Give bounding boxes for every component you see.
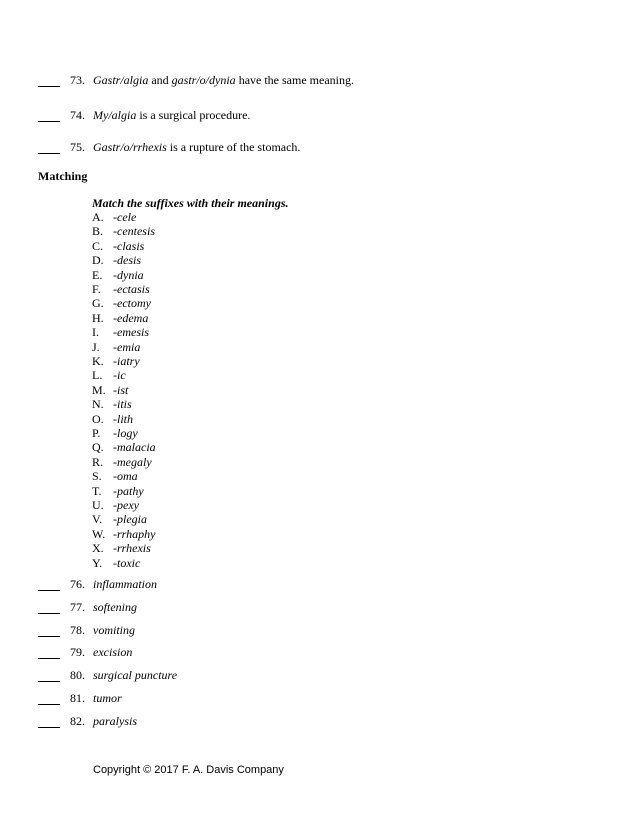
answer-blank[interactable] (38, 590, 60, 591)
suffix-text: -malacia (113, 440, 156, 455)
item-text (93, 140, 300, 155)
suffix-letter: E. (92, 267, 103, 282)
answer-blank[interactable] (38, 121, 60, 122)
suffix-letter: L. (92, 368, 103, 383)
suffix-letter: V. (92, 512, 103, 527)
suffix-letter: F. (92, 282, 101, 296)
suffix-text: -oma (113, 469, 138, 484)
suffix-text: -ectomy (113, 296, 151, 311)
suffix-text: -ic (113, 368, 126, 383)
suffix-text: -toxic (113, 555, 141, 570)
suffix-text: -iatry (113, 354, 140, 368)
suffix-text: -edema (113, 310, 149, 325)
term: gastr/o/dynia (171, 73, 236, 87)
item-number: 75. (70, 140, 85, 154)
suffix-letter: M. (92, 382, 106, 397)
suffix-text: -centesis (113, 224, 155, 239)
suffix-letter: C. (92, 238, 104, 253)
suffix-text: -lith (113, 411, 133, 426)
text: and (148, 73, 172, 87)
answer-blank[interactable] (38, 86, 60, 87)
suffix-text: -logy (113, 426, 138, 440)
suffix-letter: P. (92, 426, 101, 440)
suffix-text: -desis (113, 253, 141, 268)
text: is a rupture of the stomach. (166, 140, 301, 154)
section-heading: Matching (38, 169, 88, 183)
suffix-text: -emia (113, 339, 141, 354)
suffix-text: -rrhaphy (113, 526, 156, 541)
suffix-text: -clasis (113, 238, 145, 253)
meaning-text: tumor (93, 691, 122, 705)
meaning-text: excision (93, 645, 133, 660)
suffix-letter: Q. (92, 440, 104, 455)
item-text (93, 108, 250, 123)
meaning-text: inflammation (93, 577, 158, 591)
item-number: 74. (70, 108, 85, 122)
suffix-letter: W. (92, 526, 106, 541)
suffix-letter: G. (92, 296, 104, 311)
item-number: 73. (70, 73, 85, 87)
text: have the same meaning. (235, 73, 354, 87)
answer-blank[interactable] (38, 704, 60, 705)
suffix-letter: B. (92, 224, 104, 239)
suffix-letter: I. (92, 325, 99, 340)
suffix-text: -megaly (113, 454, 152, 469)
suffix-text: -ist (113, 382, 129, 397)
item-number: 82. (70, 713, 85, 728)
suffix-letter: A. (92, 210, 104, 224)
meaning-text: vomiting (93, 622, 135, 637)
answer-blank[interactable] (38, 681, 60, 682)
suffix-letter: N. (92, 397, 104, 412)
suffix-letter: T. (92, 483, 102, 498)
suffix-letter: Y. (92, 555, 103, 570)
matching-instruction: Match the suffixes with their meanings. (92, 196, 289, 210)
text: is a surgical procedure. (136, 108, 251, 122)
item-text (93, 73, 354, 88)
item-number: 80. (70, 668, 85, 683)
term: Gastr/algia (93, 73, 149, 87)
suffix-letter: R. (92, 454, 104, 469)
meaning-text: paralysis (93, 713, 138, 728)
suffix-letter: S. (92, 469, 102, 484)
term: My/algia (93, 108, 137, 122)
suffix-text: -rrhexis (113, 541, 151, 556)
suffix-letter: J. (92, 339, 100, 354)
suffix-text: -emesis (113, 325, 149, 340)
answer-blank[interactable] (38, 153, 60, 154)
suffix-text: -dynia (113, 267, 144, 282)
item-number: 78. (70, 622, 85, 637)
item-number: 76. (70, 577, 85, 591)
suffix-text: -pexy (113, 498, 139, 512)
suffix-letter: D. (92, 253, 104, 268)
item-number: 79. (70, 645, 85, 660)
term: Gastr/o/rrhexis (93, 140, 167, 154)
meaning-text: surgical puncture (93, 668, 178, 683)
answer-blank[interactable] (38, 727, 60, 728)
suffix-letter: X. (92, 541, 104, 556)
answer-blank[interactable] (38, 658, 60, 659)
suffix-text: -plegia (113, 512, 147, 527)
suffix-letter: H. (92, 310, 104, 325)
suffix-text: -cele (113, 210, 137, 224)
suffix-text: -pathy (113, 483, 144, 498)
suffix-letter: K. (92, 354, 104, 368)
suffix-text: -ectasis (113, 282, 150, 296)
copyright-footer: Copyright © 2017 F. A. Davis Company (93, 764, 284, 776)
answer-blank[interactable] (38, 613, 60, 614)
suffix-letter: U. (92, 498, 104, 512)
item-number: 81. (70, 691, 85, 705)
suffix-letter: O. (92, 411, 104, 426)
item-number: 77. (70, 599, 85, 614)
meaning-text: softening (93, 599, 137, 614)
suffix-text: -itis (113, 397, 132, 412)
answer-blank[interactable] (38, 636, 60, 637)
